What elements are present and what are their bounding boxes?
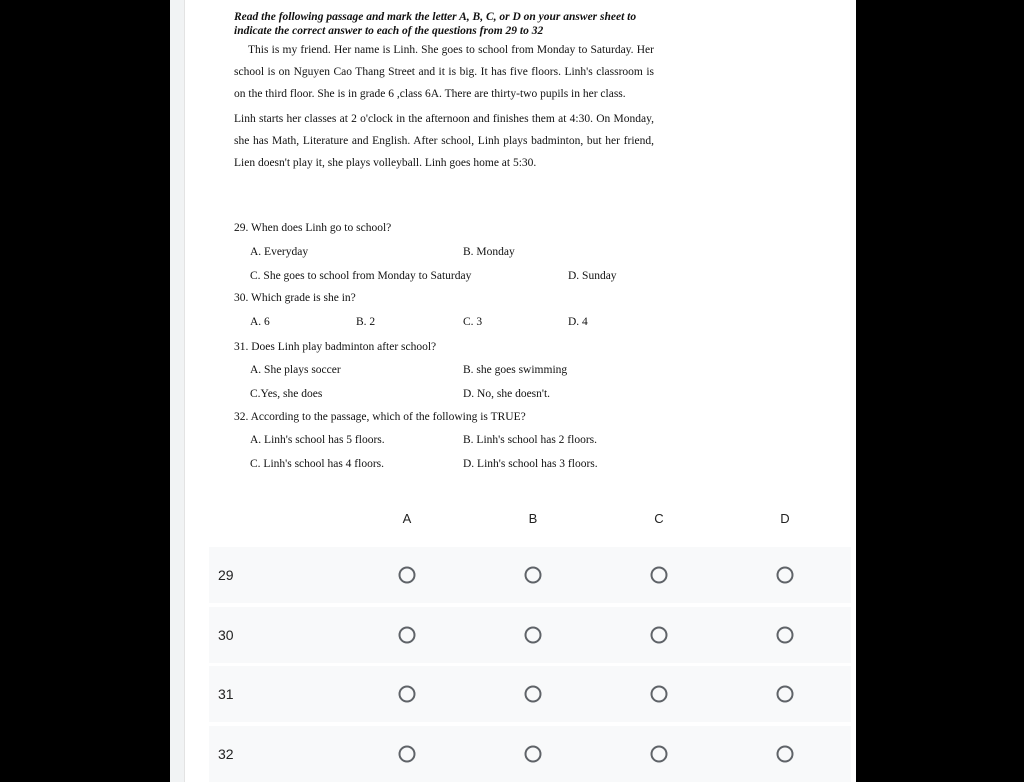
q29-option-b: B. Monday	[463, 246, 515, 258]
q32-option-d: D. Linh's school has 3 floors.	[463, 458, 598, 470]
q30-option-b: B. 2	[356, 316, 376, 328]
grid-row-label: 32	[218, 746, 234, 762]
q32-option-c: C. Linh's school has 4 floors.	[250, 458, 384, 470]
grid-column-d: D	[780, 511, 790, 526]
grid-row-label: 29	[218, 567, 234, 583]
q30-option-c: C. 3	[463, 316, 483, 328]
radio-32-b[interactable]	[525, 746, 542, 763]
q31-option-c: C.Yes, she does	[250, 388, 323, 400]
radio-29-b[interactable]	[525, 567, 542, 584]
radio-31-a[interactable]	[399, 686, 416, 703]
radio-32-c[interactable]	[651, 746, 668, 763]
grid-column-c: C	[654, 511, 664, 526]
grid-row-label: 31	[218, 686, 234, 702]
radio-31-c[interactable]	[651, 686, 668, 703]
radio-30-c[interactable]	[651, 627, 668, 644]
question-29-text: 29. When does Linh go to school?	[234, 222, 392, 234]
q32-option-b: B. Linh's school has 2 floors.	[463, 434, 597, 446]
q29-option-d: D. Sunday	[568, 270, 617, 282]
question-image	[234, 10, 654, 174]
q31-option-a: A. She plays soccer	[250, 364, 341, 376]
radio-30-b[interactable]	[525, 627, 542, 644]
radio-32-d[interactable]	[777, 746, 794, 763]
q32-option-a: A. Linh's school has 5 floors.	[250, 434, 385, 446]
radio-29-d[interactable]	[777, 567, 794, 584]
passage-paragraph-1: This is my friend. Her name is Linh. She goes to school from Monday to Saturday. Her school is on Nguyen Cao Thang Street and it is big. It has five floors. Linh's classroom is on the third floor. She is in grade 6 ,class 6A. There are thirty-two pupils in her class.	[234, 44, 654, 100]
q29-option-a: A. Everyday	[250, 246, 309, 258]
passage-paragraph-2: Linh starts her classes at 2 o'clock in the afternoon and finishes them at 4:30. On Monday, she has Math, Literature and English. After school, Linh plays badminton, but her friend, Lien doesn't play it, she plays volleyball. Linh goes home at 5:30.	[234, 113, 654, 169]
radio-29-a[interactable]	[399, 567, 416, 584]
q31-option-d: D. No, she doesn't.	[463, 388, 551, 400]
grid-column-a: A	[402, 511, 412, 526]
radio-32-a[interactable]	[399, 746, 416, 763]
grid-column-b: B	[528, 511, 538, 526]
instructions-text: Read the following passage and mark the letter A, B, C, or D on your answer sheet to indicate the correct answer to each of the questions from 29 to 32	[234, 11, 637, 37]
q30-option-d: D. 4	[568, 316, 588, 328]
radio-31-d[interactable]	[777, 686, 794, 703]
q30-option-a: A. 6	[250, 316, 270, 328]
question-31-text: 31. Does Linh play badminton after school?	[234, 341, 437, 353]
radio-30-a[interactable]	[399, 627, 416, 644]
q29-option-c: C. She goes to school from Monday to Saturday	[250, 270, 472, 282]
page-gutter	[170, 0, 185, 782]
grid-row-label: 30	[218, 627, 234, 643]
q31-option-b: B. she goes swimming	[463, 364, 568, 376]
radio-29-c[interactable]	[651, 567, 668, 584]
question-30-text: 30. Which grade is she in?	[234, 292, 356, 304]
radio-30-d[interactable]	[777, 627, 794, 644]
form-page	[170, 0, 856, 782]
question-32-text: 32. According to the passage, which of the following is TRUE?	[234, 411, 526, 423]
radio-31-b[interactable]	[525, 686, 542, 703]
